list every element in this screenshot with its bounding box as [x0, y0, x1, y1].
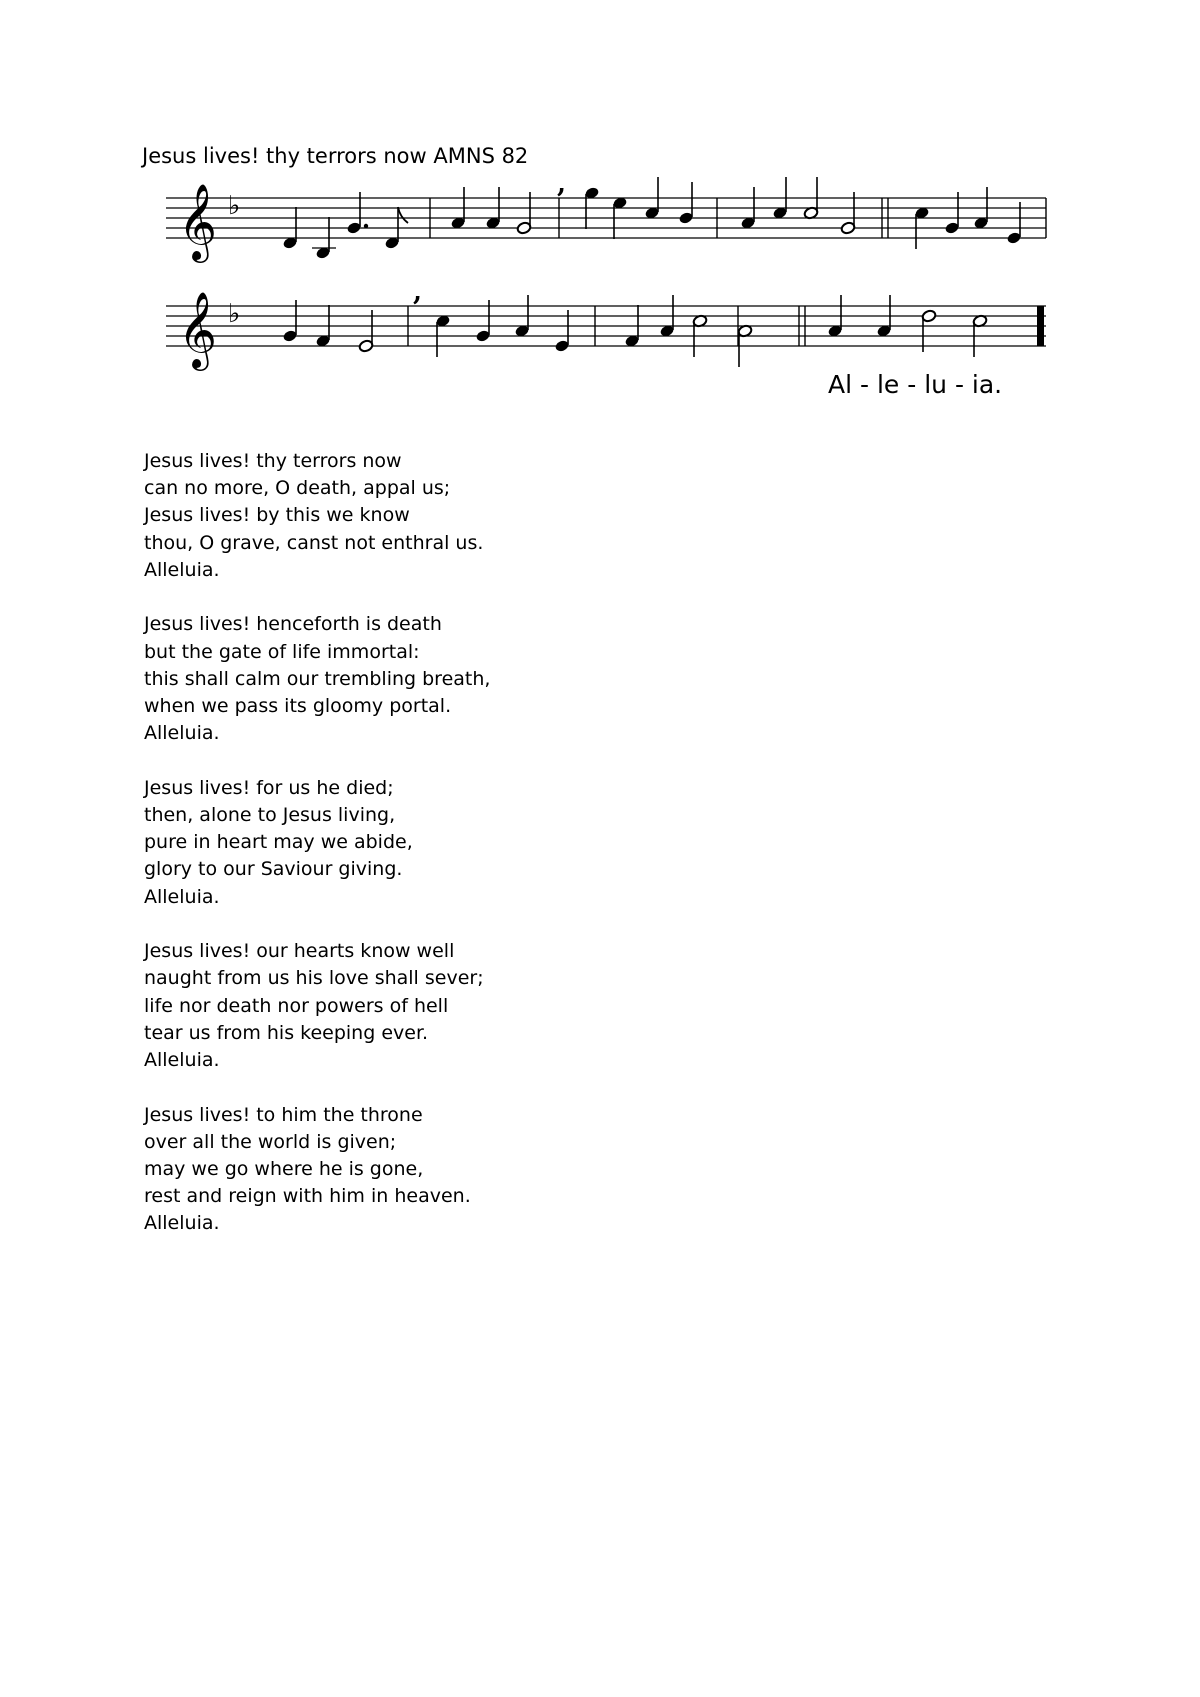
verse-line: Jesus lives! for us he died;	[144, 776, 394, 799]
lyrics-alleluia: Al - le - lu - ia.	[828, 370, 1003, 399]
flat-icon: ♭	[228, 299, 241, 329]
verse-line: over all the world is given;	[144, 1130, 397, 1153]
verse-line: Alleluia.	[144, 1212, 220, 1235]
hymn-title: Jesus lives! thy terrors now AMNS 82	[142, 144, 529, 168]
verse-line: then, alone to Jesus living,	[144, 804, 396, 827]
verse-line: when we pass its gloomy portal.	[144, 695, 452, 718]
treble-clef-icon: 𝄞	[178, 291, 218, 368]
verse-line: Jesus lives! to him the throne	[144, 1103, 423, 1126]
verse-line: this shall calm our trembling breath,	[144, 667, 491, 690]
verse-line: pure in heart may we abide,	[144, 831, 413, 854]
verse-line: rest and reign with him in heaven.	[144, 1185, 471, 1208]
verse-line: Jesus lives! our hearts know well	[144, 940, 455, 963]
verse-line: may we go where he is gone,	[144, 1158, 424, 1181]
staff-line-1	[166, 198, 1046, 238]
final-barline	[1037, 306, 1044, 346]
music-score	[0, 0, 1200, 420]
treble-clef-icon: 𝄞	[178, 183, 218, 260]
note	[678, 182, 694, 225]
verse-line: life nor death nor powers of hell	[144, 994, 449, 1017]
verse-5	[144, 1102, 490, 1238]
verse-line: tear us from his keeping ever.	[144, 1021, 429, 1044]
verse-line: Jesus lives! henceforth is death	[144, 613, 442, 636]
breath-mark-icon: ,	[557, 169, 567, 199]
verse-line: Alleluia.	[144, 722, 220, 745]
verse-line: Jesus lives! by this we know	[144, 504, 410, 527]
verse-line: thou, O grave, canst not enthral us.	[144, 531, 484, 554]
verse-line: but the gate of life immortal:	[144, 640, 420, 663]
verse-line: Alleluia.	[144, 1049, 220, 1072]
verses	[144, 448, 490, 1265]
verse-line: Jesus lives! thy terrors now	[144, 450, 402, 472]
verse-line: can no more, O death, appal us;	[144, 477, 451, 500]
staff-line-2	[166, 306, 1046, 346]
verse-line: naught from us his love shall sever;	[144, 967, 484, 990]
flat-icon: ♭	[228, 191, 241, 221]
verse-4	[144, 938, 490, 1074]
verse-1	[144, 448, 490, 584]
verse-line: Alleluia.	[144, 558, 220, 581]
breath-mark-icon: ,	[413, 277, 423, 307]
verse-2	[144, 611, 490, 747]
verse-line: glory to our Saviour giving.	[144, 858, 403, 881]
verse-3	[144, 775, 490, 911]
verse-line: Alleluia.	[144, 885, 220, 908]
